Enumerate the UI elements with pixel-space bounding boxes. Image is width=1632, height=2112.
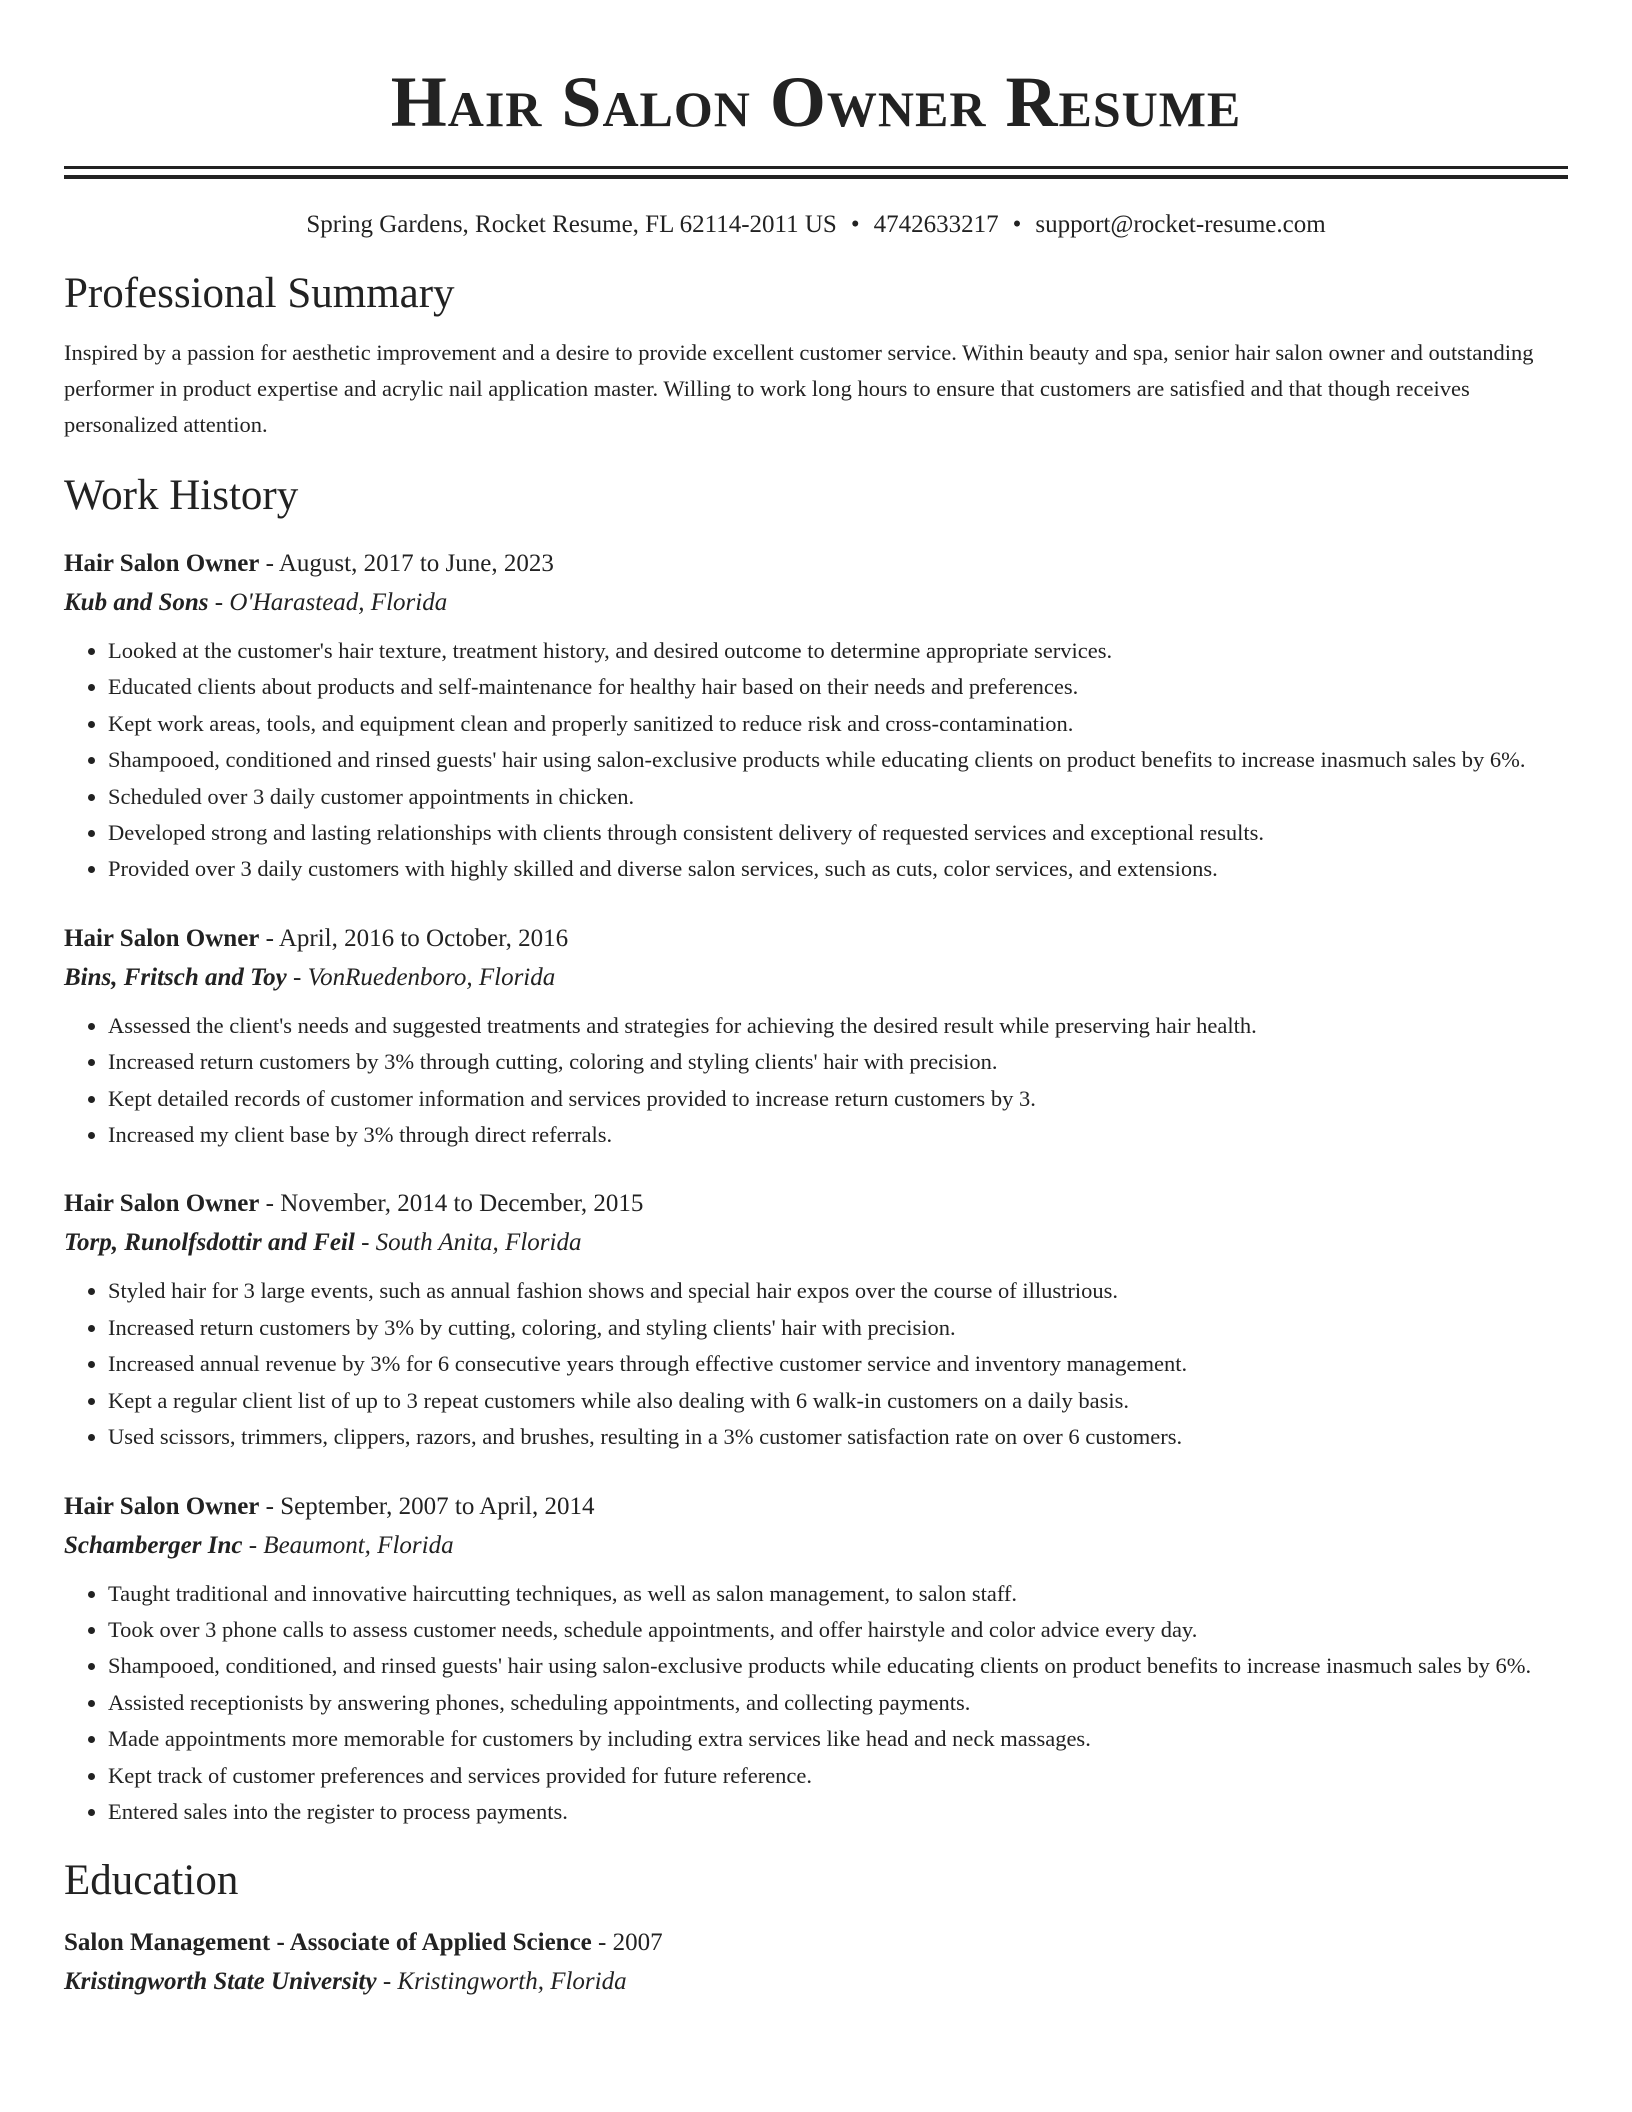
job-bullet: • Entered sales into the register to process payments. <box>108 1794 1568 1830</box>
job-bullet: • Shampooed, conditioned and rinsed guests' hair using salon-exclusive products while educating clients on product benefits to increase inasmuch sales by 6%. <box>108 742 1568 778</box>
school-location: - Kristingworth, Florida <box>376 1968 627 1996</box>
summary-text: Inspired by a passion for aesthetic improvement and a desire to provide excellent customer service. Within beauty and spa, senior hair salon owner and outstanding performer in product expertise and acrylic nail application master. Willing to work long hours to ensure that customers are satisfied and that though receives personalized attention. <box>64 340 1534 437</box>
company-name: Kub and Sons <box>64 589 209 616</box>
contact-line <box>64 209 1568 241</box>
job-dates: - September, 2007 to April, 2014 <box>259 1492 595 1520</box>
job-dates: - August, 2017 to June, 2023 <box>259 550 554 577</box>
job-title: Hair Salon Owner <box>64 1190 260 1218</box>
job-entry <box>64 1185 1568 1455</box>
degree-line <box>64 1924 1568 1962</box>
job-title-line <box>64 545 1568 583</box>
job-bullet: • Provided over 3 daily customers with highly skilled and diverse salon services, such as cuts, color services, and extensions. <box>108 851 1568 887</box>
job-bullet: • Made appointments more memorable for customers by including extra services like head and neck massages. <box>108 1721 1568 1757</box>
company-name: Torp, Runolfsdottir and Feil <box>64 1229 355 1257</box>
job-bullet: • Looked at the customer's hair texture, treatment history, and desired outcome to determine appropriate services. <box>108 633 1568 669</box>
job-dates: - November, 2014 to December, 2015 <box>259 1190 644 1218</box>
job-entry <box>64 545 1568 888</box>
contact-address: Spring Gardens, Rocket Resume, FL 62114-2011 US <box>306 211 837 238</box>
job-bullet: • Developed strong and lasting relationships with clients through consistent delivery of requested services and exceptional results. <box>108 815 1568 851</box>
company-line <box>64 583 1568 623</box>
job-bullet: • Taught traditional and innovative haircutting techniques, as well as salon management, to salon staff. <box>108 1576 1568 1612</box>
job-bullets <box>64 1576 1568 1831</box>
company-location: - O'Harastead, Florida <box>208 589 448 616</box>
job-bullet: • Assessed the client's needs and suggested treatments and strategies for achieving the desired result while preserving hair health. <box>108 1008 1568 1044</box>
summary-heading: Professional Summary <box>64 270 455 317</box>
job-entry <box>64 920 1568 1154</box>
job-bullet: • Assisted receptionists by answering phones, scheduling appointments, and collecting payments. <box>108 1685 1568 1721</box>
job-bullet: • Styled hair for 3 large events, such as annual fashion shows and special hair expos over the course of illustrious. <box>108 1273 1568 1309</box>
job-bullet: • Kept a regular client list of up to 3 repeat customers while also dealing with 6 walk-in customers on a daily basis. <box>108 1383 1568 1419</box>
job-bullet: • Increased return customers by 3% by cutting, coloring, and styling clients' hair with precision. <box>108 1310 1568 1346</box>
school-name: Kristingworth State University <box>64 1968 377 1996</box>
job-bullet: • Increased return customers by 3% through cutting, coloring and styling clients' hair with precision. <box>108 1044 1568 1080</box>
school-line <box>64 1962 1568 2002</box>
education-heading: Education <box>64 1857 239 1905</box>
company-location: - Beaumont, Florida <box>242 1531 454 1559</box>
degree-year: - 2007 <box>591 1929 663 1957</box>
job-title-line <box>64 1488 1568 1526</box>
job-bullet: • Took over 3 phone calls to assess customer needs, schedule appointments, and offer hairstyle and color advice every day. <box>108 1612 1568 1648</box>
job-title-line <box>64 1185 1568 1223</box>
work-history-heading: Work History <box>64 472 299 519</box>
contact-phone: 4742633217 <box>873 211 999 238</box>
job-bullet: • Kept track of customer preferences and services provided for future reference. <box>108 1758 1568 1794</box>
job-bullet: • Used scissors, trimmers, clippers, razors, and brushes, resulting in a 3% customer satisfaction rate on over 6 customers. <box>108 1419 1568 1455</box>
job-dates: - April, 2016 to October, 2016 <box>259 924 569 952</box>
job-bullet: • Shampooed, conditioned, and rinsed guests' hair using salon-exclusive products while educating clients on product benefits to increase inasmuch sales by 6%. <box>108 1648 1568 1684</box>
degree-name: Salon Management - Associate of Applied Science <box>64 1929 592 1957</box>
job-title: Hair Salon Owner <box>64 924 260 952</box>
job-bullet: • Increased annual revenue by 3% for 6 consecutive years through effective customer service and inventory management. <box>108 1346 1568 1382</box>
company-location: - VonRuedenboro, Florida <box>286 963 556 991</box>
company-line <box>64 958 1568 998</box>
resume-title: Hair Salon Owner Resume <box>390 62 1242 142</box>
company-location: - South Anita, Florida <box>354 1229 582 1257</box>
work-history-list <box>64 545 1568 1830</box>
contact-email: support@rocket-resume.com <box>1035 211 1326 238</box>
company-line <box>64 1526 1568 1566</box>
job-bullet: • Educated clients about products and self-maintenance for healthy hair based on their needs and preferences. <box>108 669 1568 705</box>
education-entry <box>64 1924 1568 2002</box>
company-name: Schamberger Inc <box>64 1531 243 1559</box>
title-rule-top <box>64 166 1568 169</box>
job-bullets <box>64 1008 1568 1154</box>
job-entry <box>64 1488 1568 1831</box>
job-title-line <box>64 920 1568 958</box>
job-bullets <box>64 1273 1568 1455</box>
company-line <box>64 1223 1568 1263</box>
job-bullets <box>64 633 1568 888</box>
contact-separator: • <box>1012 211 1022 238</box>
job-bullet: • Kept work areas, tools, and equipment clean and properly sanitized to reduce risk and cross-contamination. <box>108 706 1568 742</box>
company-name: Bins, Fritsch and Toy <box>64 963 287 991</box>
job-title: Hair Salon Owner <box>64 550 260 577</box>
job-bullet: • Kept detailed records of customer information and services provided to increase return customers by 3. <box>108 1081 1568 1117</box>
job-bullet: • Scheduled over 3 daily customer appointments in chicken. <box>108 779 1568 815</box>
contact-separator: • <box>850 211 860 238</box>
title-rule-bottom <box>64 175 1568 179</box>
job-title: Hair Salon Owner <box>64 1492 260 1520</box>
job-bullet: • Increased my client base by 3% through direct referrals. <box>108 1117 1568 1153</box>
